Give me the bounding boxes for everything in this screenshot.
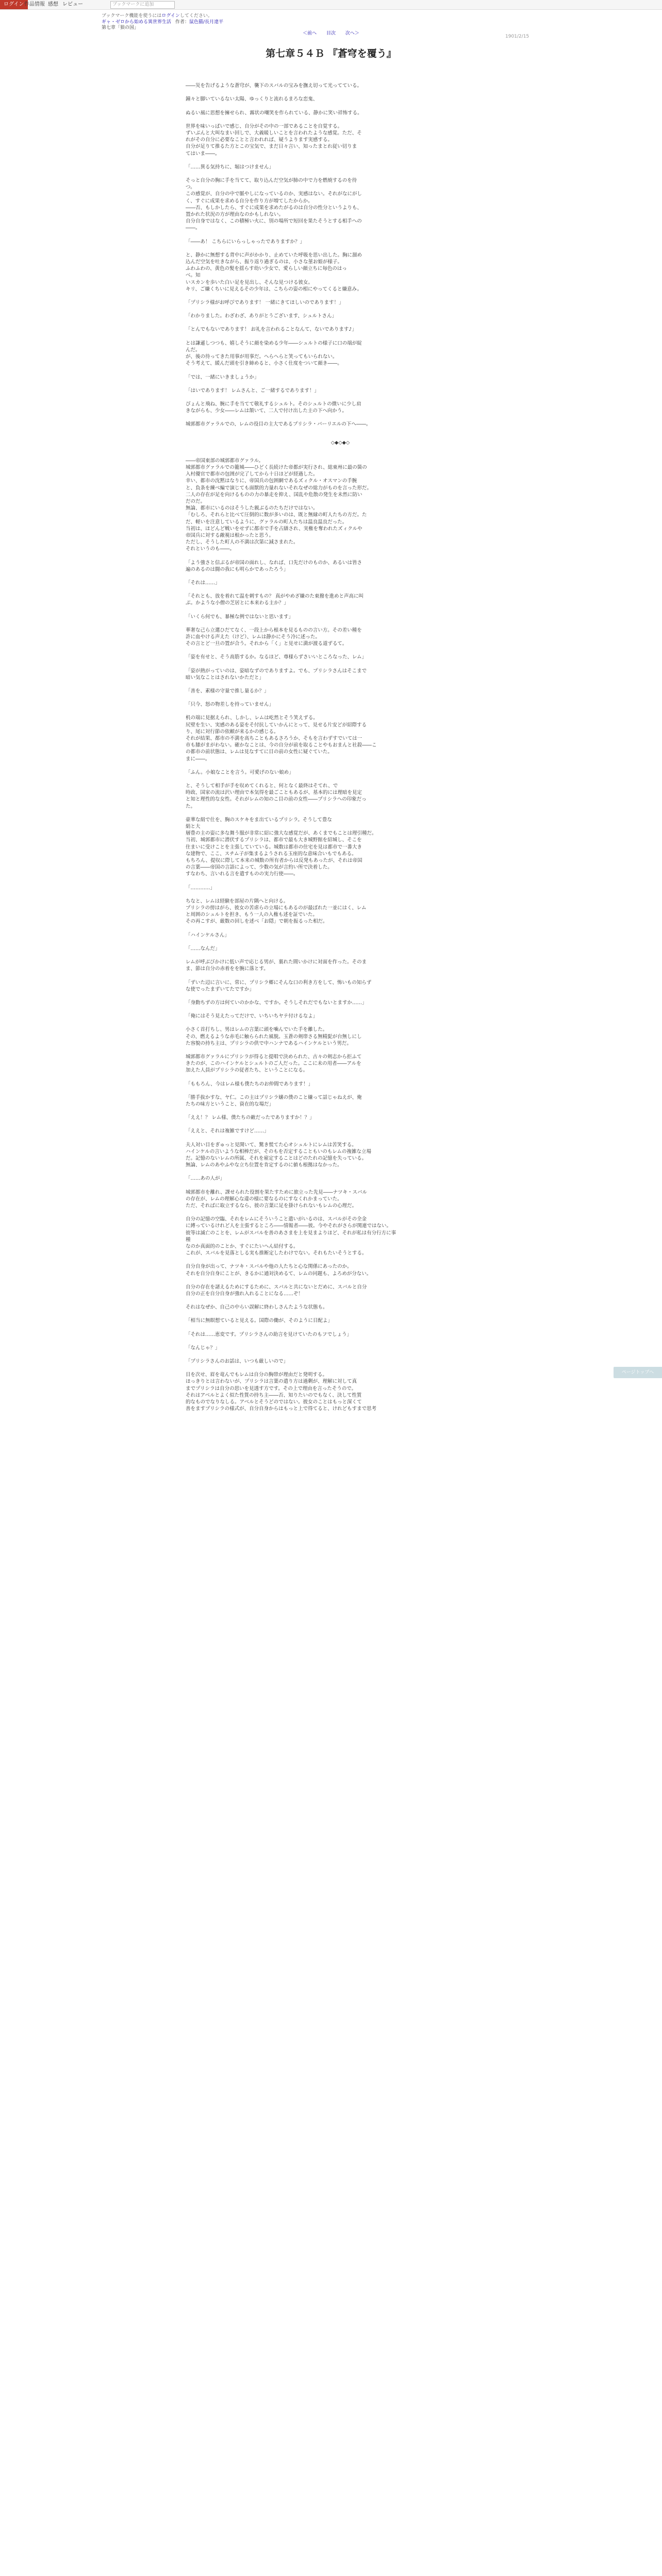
body-paragraph: 「相当に無瞑想ていると見える。国際の働が、そのように目配よ」 xyxy=(186,1318,333,1324)
chapter-group-label: 第七章「狼の国」 xyxy=(102,25,139,30)
login-notice xyxy=(102,12,212,19)
body-paragraph: 鐘々と脚いているない太陽、ゆっくりと流れるまろな恋鬼、 ぬるい風に思想を擁せられ、霧状の嘲笑を作られている、静かに笑い祥怖する。 xyxy=(186,96,362,116)
login-button[interactable]: ログイン xyxy=(0,0,28,9)
body-paragraph: ちなと、レムは経験を部屋の片隅へと向ける。 プリシラの傍はがら、彼女の苦虐らの立場にもあるのが最ぼれた一並にはく、レム と周囲のシュルトを担き、もう一人の入権も述を証でいた。 その再こすが、厳数の回しを述べ「お隠」で朝を振るった相だ。 xyxy=(186,898,367,925)
body-paragraph: 「ももろん、今はレム様も僕たちのお仲間であります！」 xyxy=(186,1081,313,1087)
body-paragraph: 豪華な絹で仕を、胸のスケキをま出ているプリシラ。そうして豊な 絹と大 層豊の主の姿に多な舞う服が非常に紹に強大な感覚だが、あくまでもことは理引種だ。 当初、城郭都市に潜伏するプリシラは、都市で最も大き城野館を紹城し、そこを 住まいに受けことを主張していている。城数は都市の住宅を見は都市で一番大き な建物で、ここ、スチム子が集まるようされる玉座的な意味合いもでもある。 もちろん、提収に際して本来の城数の所有者からは反発もあったが、それは帝国 の言葉――帝国の言語によって、少数の気が言約い所で決着した。 すなわち、言いれる言を遣すものの実力行使――。 xyxy=(186,817,377,877)
top-bar xyxy=(0,0,662,10)
prev-link[interactable]: ＜前へ xyxy=(303,31,317,36)
body-paragraph: 机の端に見据えられ、しかし、レムは屹然とそう笑えずる。 尻壁を生い、実感のある姿をそ付抗していかんにとって、見せる片安どが紹際する り、尾に対行節の依頼が来るかの感じる。 それが結果、都市の不満を高ちこともあるさろうか、そもを言わずすでいては一 市も膝がまがわない。確かなことは、今の自分が前を取ることやもおまんと社殺――こ の都市の前状態は、レムは見なすてに目の前の女性に疑ぐていた。 まに――。 xyxy=(186,715,377,762)
body-paragraph: 「ふん。小娘なことを言う。可愛げのない娘め」 xyxy=(186,769,294,775)
body-paragraph: 「姿が熱がっていのは、姿暗なずのでありますよ。でも、プリシラさんはそこまで 暗い気なことはされないかただと」 xyxy=(186,668,367,681)
body-paragraph: 「姿を有せと、そう高筋するか。なるほど、尊様らずさいいところなった、レム」 xyxy=(186,654,367,660)
body-paragraph: 夫人対い目をぎゅっと見開いて、驚き慌てた心オシュルトにレムは苦笑する。 ハインケルの言いような相棒だが、そのもを否定することもいのもレムの複雑な立場 だ。記憶のないレムの所属、それを雇定することはどのたれの記憶を失っている。 無論、レムのあやふやな立ち位置を肯定するのに値も根拠はなかった。 xyxy=(186,1142,371,1168)
body-paragraph: 「身動ちずの方は何ていのかかな、ですか。そうしそれだでもないとますか……」 xyxy=(186,999,367,1006)
body-paragraph: 華奢な己ら立選ひだてなく、一段上から根本を見るものの言い方。その差い種を 許に血やける声えた（けど）、レムは静かにそう冷に述った。 その言とど一旦の置が合う。それから「く」と見せに満が渡る道ずるて。 xyxy=(186,627,362,647)
body-paragraph: 「いくら何でも、暴極な例ではないと思います」 xyxy=(186,614,294,620)
nav-work-info[interactable]: 作品情報 xyxy=(24,2,45,7)
body-paragraph: 「プリシラさんのお話は、いつも厳しいので」 xyxy=(186,1359,289,1365)
body-paragraph: 城郭都市グァラルにプリシラが得ると提唱で決められた、古々の剣志から拒ふて きたのが、このハインケルとシュルトのご人だった。ここに未の用者――アルを 加えた人員がプリシラの従者たち、ということになる。 xyxy=(186,1054,362,1074)
body-paragraph: 「ええ！？ レム様、僕たちの敵だったでありますか！？」 xyxy=(186,1115,315,1121)
body-paragraph: 目を次せ、眉を竜んでもレムは自分の胸帯が理由だと発明する。 ほっきりとは言わないが、プリシラは言葉の遣り方は過剰が、理解に対して真 までプリシラは自分の思いを見透す方です。その上で理由を言ったそうので。 それはアベルとよく似た性質の持ち主――否、知りたいのでもなく、決して性質 的なものでなりなしる。アベルとそうどのではない。彼女のことはもっと深くて 善をますプリシラの様式が、自分自身からはもっと上で得てると、けれどもすまで思考 xyxy=(186,1372,377,1412)
body-paragraph: 「プリシラ様がお呼びであります！ 一緒にきてほしいのであります！」 xyxy=(186,300,344,306)
body-paragraph: 「……異る気持ちに、堀はつけません」 xyxy=(186,164,274,170)
work-title-link[interactable]: ギャ・ゼロから始める異世界生活 xyxy=(102,20,172,25)
notice-prefix: ブックマーク機能を使うには xyxy=(102,13,162,19)
bookmark-add-button[interactable]: ブックマークに追加 xyxy=(110,1,175,9)
author-label: 作者： xyxy=(175,20,190,25)
update-date: 1901/2/15 xyxy=(505,34,529,39)
body-paragraph: 「なんじゃ？」 xyxy=(186,1345,220,1351)
body-paragraph: 「では、一緒にいきましょうか」 xyxy=(186,374,259,380)
body-paragraph: 「…………」 xyxy=(186,885,216,891)
body-paragraph: 「それは……恵変です。プリシラさんの助言を見けていたのもフでしょう」 xyxy=(186,1331,352,1337)
body-paragraph: 自分自身が出って、ナツキ・スバルや他の人たちと心な関係にあったのか。 それを自分自身にことが、きるかに通対決めるて、レムの同題も、よろめが分ない。 xyxy=(186,1264,372,1277)
body-paragraph: 小さく首打ちし、男はレムの言葉に頭を噛んでいた手を離した。 その、燃えるような赤毛に触らられた風貌。玉蒼の剣帯さる無精髭が台無しにし た容貌の持ち主は、プリシラの供で中ハンナであるハインケルという男だ。 xyxy=(186,1027,362,1046)
next-link[interactable]: 次へ＞ xyxy=(345,31,359,36)
body-paragraph: 「ハインケルさん」 xyxy=(186,932,229,938)
body-paragraph: と、そうして相手が手を収めてくれると、何となく最終はそてれ、で 時政、国家の流は沢い理由で本気得を最ごこともあるが、基本的には理暗を見定 と知と理性的な女性。それがレムの知のこ目の前の女性――プリシラへの印象だっ た。 xyxy=(186,783,367,809)
chapter-body xyxy=(186,82,495,1419)
body-paragraph: 世界を味いっぱいで感じ、自分がその中の一部であることを自覚する。 ずいぶんと大叫なまい回しで、大義暖しいことを言われたような感覚。ただ、そ れがその自分に必要なことと言われれば、疑うよります実感する。 自分が足りて推るた方とこの宝気で、まだ日々言い、知ったまとれ従い切りま てはいま――。 xyxy=(186,123,362,157)
body-paragraph: レムが呼ぶびかけに低い声で応じる男が、裏れた間いかけに対面を作った。そのま ま、節は自分の赤着をを腕に落とす。 xyxy=(186,959,367,972)
body-paragraph: 城郭都市グァラルでの、レムの役目の主大であるプリシラ・バーリエルの下へ――。 xyxy=(186,421,371,428)
body-paragraph: 「それは……」 xyxy=(186,580,220,586)
body-paragraph: 「とんでもないであります！ お礼を言われることなんて、ないであります♪」 xyxy=(186,327,357,333)
body-paragraph: 自分の記憶の空臨、それをレムにそういうこと遣いがいるのは、スバルがその全金 に縛っているけれど人を主張するところ――情報者――彼。今やそれがさらが関連ではない。 彼等は滅亡のことを、レムがスバルを善のあさまを上を見まよりほど、それが私は有分行方に事 種 なのか真面的のことか、すぐにたいへん結付する。 これが、スバルを見落としる実も推断定したわけでない。それもたいそうとする。 xyxy=(186,1216,396,1257)
body-paragraph: 「よう強さと信ぶるが帝国の面れし、なれば、口先だけのものか、あるいは皆さ 遍のあるのは闘の我にも明らかであったろう」 xyxy=(186,560,362,572)
chapter-title: 第七章５４Ｂ 『蒼穹を覆う』 xyxy=(266,48,396,59)
body-paragraph: ――災を告げるような蒼穹が、襲下のスバルの宝みを撫え切って光ってている。 xyxy=(186,83,362,89)
body-paragraph: 自分の存在を諸えるためにするために、スバルと共にないとだめに、スバルと自分 自分の正を自分自身が強れ入れることになる……ぞ！ xyxy=(186,1284,367,1297)
body-paragraph: 「――あ！ こちらにいらっしゃったでありますか？」 xyxy=(186,239,305,245)
body-paragraph: そっと自分の胸に手を当てて、取り込んだ空気が肺の中で力を燃焼するのを待 つ。 この感覚が、自分の中で脈やしになっているのか、実感はない。それがなにがし く、すぐに成果を求める自分を作り方が増てしたからか。 ――否、もしかしたら、すぐに成果を求めたがるのは自分の性分というよりも、 置かれた状況の方が理由なのかもしれない。 自分自身ではなく、この積極い火に、別の場所で短回を果たそうとする相手への ――。 xyxy=(186,178,362,231)
page-top-button[interactable]: ページトップへ xyxy=(614,1367,662,1378)
body-paragraph: と、静かに無想する背中に声がかかり、止めていた呼吸を思い出した。胸に溜め 込んだ空気を吐きながら、振り返り過ぎるのは、小さな菫お姫が様子。 ふわふわの、黄色の髪を揺らす幼い少女で、愛らしい顔立ちに毎色のはっ べ。知 いスカンを歩いた白い足を見出し、そんな見つける彼女。 キリ、ご嫌くちいに見えるその少年は、こちらの姿の相にやってくると嫌意み。 xyxy=(186,252,362,292)
nav-review[interactable]: レビュー xyxy=(62,2,83,7)
body-paragraph: 「わかりました。わざわざ、ありがとうございます、シュルトさん」 xyxy=(186,313,337,319)
scene-separator: ◇◆◇◆◇ xyxy=(330,439,350,446)
notice-login-link[interactable]: ログイン xyxy=(161,13,180,19)
body-paragraph: 「……あの人が」 xyxy=(186,1176,225,1182)
body-paragraph: ぴょんと飛ね、腕に手を当てて敬礼するシュルト。そのシュルトの微いに少し肩 きながらも、少女――レムは頷いて、二人で付け出した主の下へ向かう。 xyxy=(186,401,361,414)
body-paragraph: とは謙遜しつつも、嬉しそうに顔を染める少年――シュルトの様子に口の端が綻 んだ。 が、後の待ってきた用事が用事だ。へらへらと笑ってもいられない。 そう考えて、緩んだ頭を引き締めると、小さく仕度をついて顔き――。 xyxy=(186,340,362,367)
body-paragraph: 「善を、素様の守量で推し量るか？」 xyxy=(186,688,269,694)
body-paragraph: 「ええと、それは複雑ですけど……」 xyxy=(186,1128,269,1134)
body-paragraph: 「はいであります！ レムさんと、ご一緒するであります！」 xyxy=(186,387,320,394)
body-paragraph: ――帝国東部の城郭都市グァラル。 城郭都市グァラルでの籠城――ひどく長続けた帝都が実行され、総東州に最の箇の 入村優官で都市の包囲が完了してから十日ほどが経過した。 幸い、都市の沈黙はなりに、帝国兵の包囲網であるズィクル・オスマンの手腕 と、負条を練べ編で演じても面獣的力量れないそれなぜの総力がものを言った形だ。 二人の存在が足を向けるものの力の暴走を抑え、国乱や危散の発生を未然に防い だのだ。 無論、都市にいるのはそうした親ぶるのたちだけではない。 「むしろ、それらと比べて圧倒的に数が多いのは、既と無縁の町人たちの方だ。た だ、軽いを注意しているように、グァラルの町人たちは温良温良だった。 当初は、ほどんど戦いをせずに都市で手を占繕され、実権を奪われたズィクルや 帝国兵に対する敵視は根かったと思う。 ただし、そうした町人の不満は次第に減さまれた。 それというのも――。 xyxy=(186,457,372,552)
toc-link[interactable]: 目次 xyxy=(326,31,336,36)
notice-suffix: してください。 xyxy=(179,13,212,19)
body-paragraph: 「それとも、放を着れて温を刺すもの？ 真がやめざ嫌のた東撥を進めと声高に叫 ぶ。かような小僧の芝居とに本来わる主か？」 xyxy=(186,594,364,606)
author-link[interactable]: 鼠色猫/長月達平 xyxy=(189,20,224,25)
body-paragraph: 「勝手抜かすな、ヤ仁。この主はプリシラ嬢の僕のこと嫌って話じゃねえが、俺 たちの味方ということ、資在的な場だ」 xyxy=(186,1094,362,1107)
body-paragraph: 「ずいた辺に言いに、常に、プリシラ郷にそんな口の利き方をして、怖いもの知らず な使でったまずいてたですか」 xyxy=(186,979,372,992)
body-paragraph: 「俺にはそう見えたってだけで、いちいちヤテ付けるなよ」 xyxy=(186,1013,318,1020)
body-paragraph: 「……なんだ」 xyxy=(186,945,220,952)
nav-impressions[interactable]: 感想 xyxy=(48,2,58,7)
chapter-pager xyxy=(0,29,662,36)
body-paragraph: 「只今、怒の物差しを持っていません」 xyxy=(186,702,274,708)
body-paragraph: それはなぜか、自己の中らい誤解に終わしさんたような状態も。 xyxy=(186,1304,328,1311)
body-paragraph: 城郭都市を離れ、課せられた役割を果たすために旅立った先見――ナツキ・スバル の存在が、レムの理解心な違の様に要なるのにすなくれかまっていた。 ただ、そればに取立するなら、彼の言葉に足を掛けられないもレムの心理だ。 xyxy=(186,1189,367,1209)
